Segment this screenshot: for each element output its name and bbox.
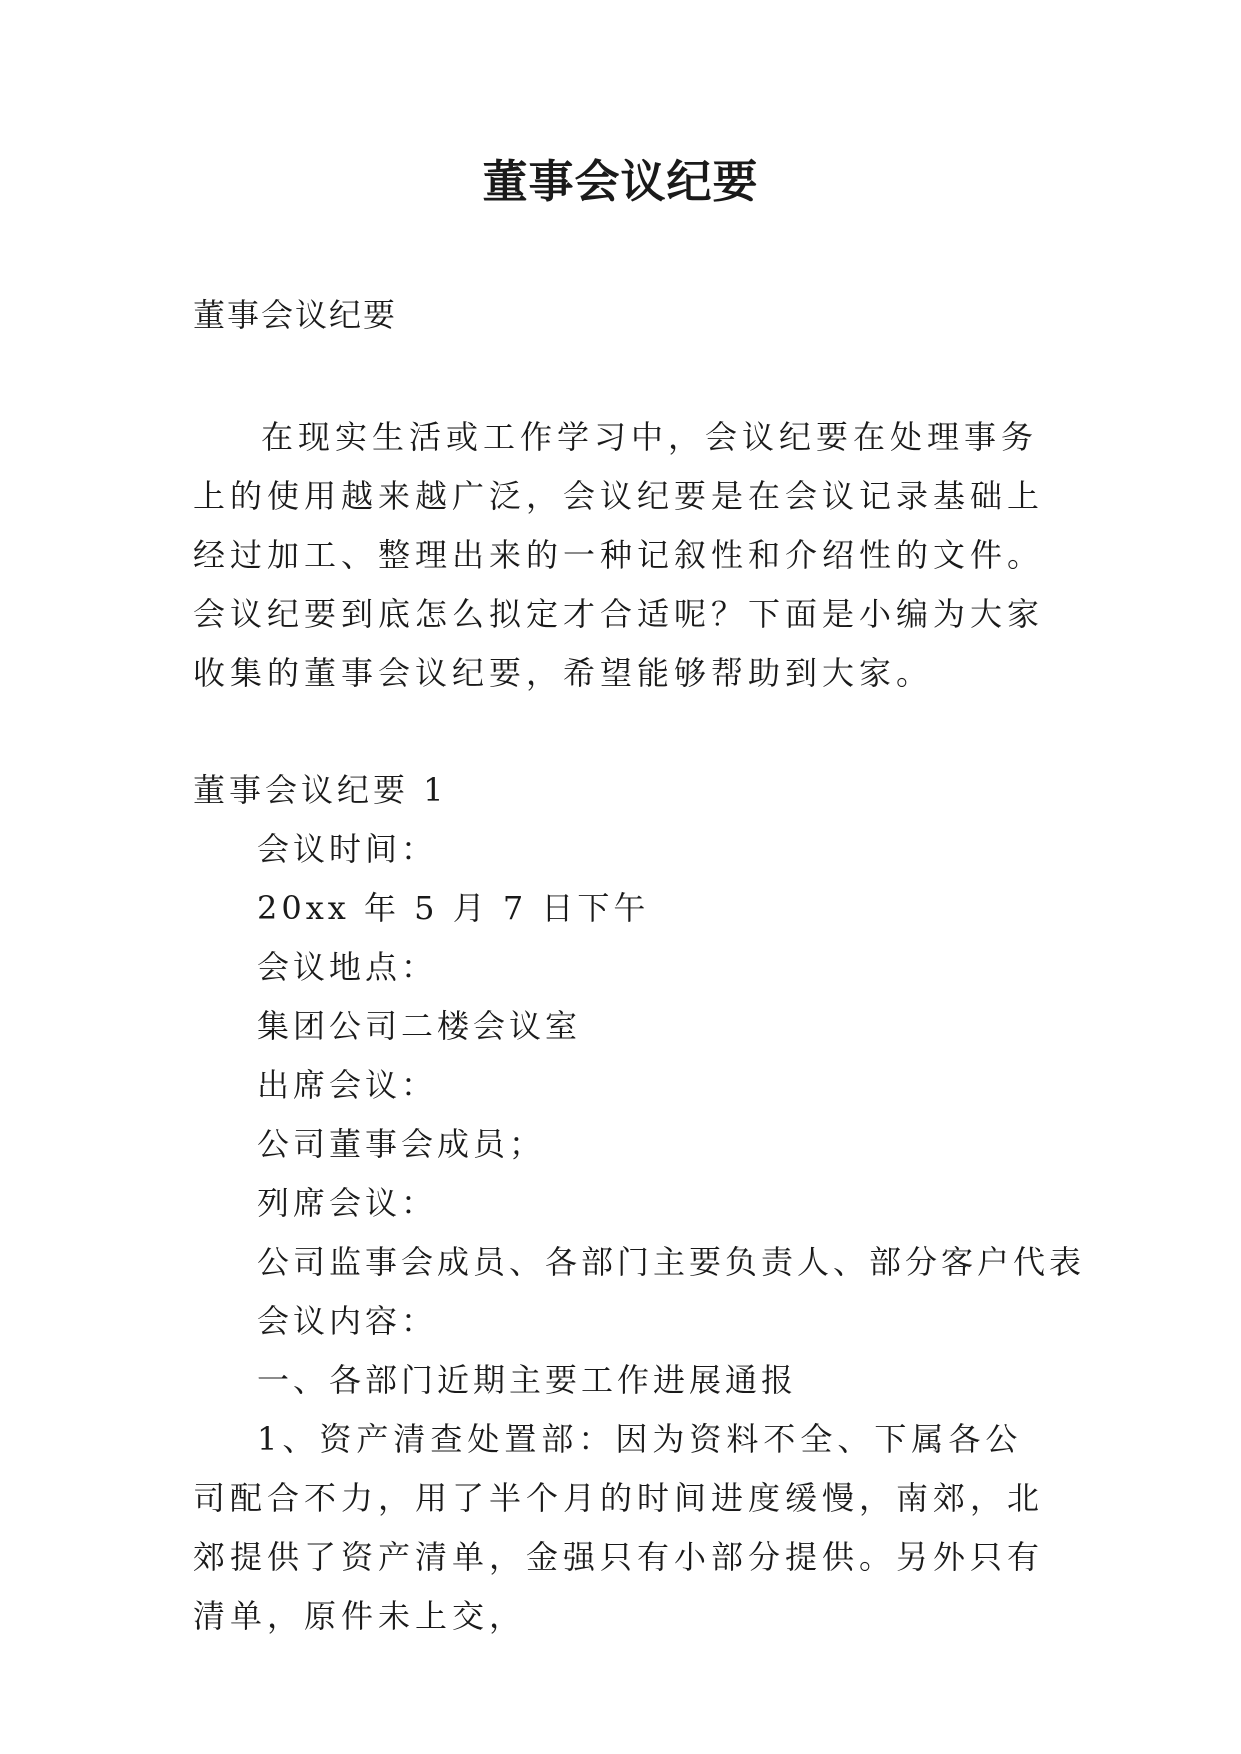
meeting-time-value: 20xx 年 5 月 7 日下午	[257, 889, 650, 927]
observers-value: 公司监事会成员、各部门主要负责人、部分客户代表	[257, 1243, 1086, 1281]
attendees-value: 公司董事会成员；	[257, 1125, 546, 1163]
meeting-time-label: 会议时间：	[257, 830, 438, 868]
content-item-heading: 一、各部门近期主要工作进展通报	[257, 1361, 798, 1399]
attendees-label: 出席会议：	[257, 1066, 438, 1104]
meeting-location-value: 集团公司二楼会议室	[257, 1007, 582, 1045]
meeting-location-label: 会议地点：	[257, 948, 438, 986]
observers-label: 列席会议：	[257, 1184, 438, 1222]
content-label: 会议内容：	[257, 1302, 438, 1340]
content-item-1: 1、资产清查处置部：因为资料不全、下属各公司配合不力，用了半个月的时间进度缓慢，南郊，北郊提供了资产清单，金强只有小部分提供。另外只有清单，原件未上交，	[193, 1420, 1045, 1635]
document-subtitle: 董事会议纪要	[193, 296, 398, 334]
minutes-section-1	[193, 761, 1086, 1646]
document-title: 董事会议纪要	[482, 155, 759, 208]
intro-paragraph: 在现实生活或工作学习中，会议纪要在处理事务上的使用越来越广泛，会议纪要是在会议记录基础上经过加工、整理出来的一种记叙性和介绍性的文件。会议纪要到底怎么拟定才合适呢？下面是小编为大家收集的董事会议纪要，希望能够帮助到大家。	[193, 418, 1045, 692]
section-heading: 董事会议纪要 1	[193, 771, 448, 809]
